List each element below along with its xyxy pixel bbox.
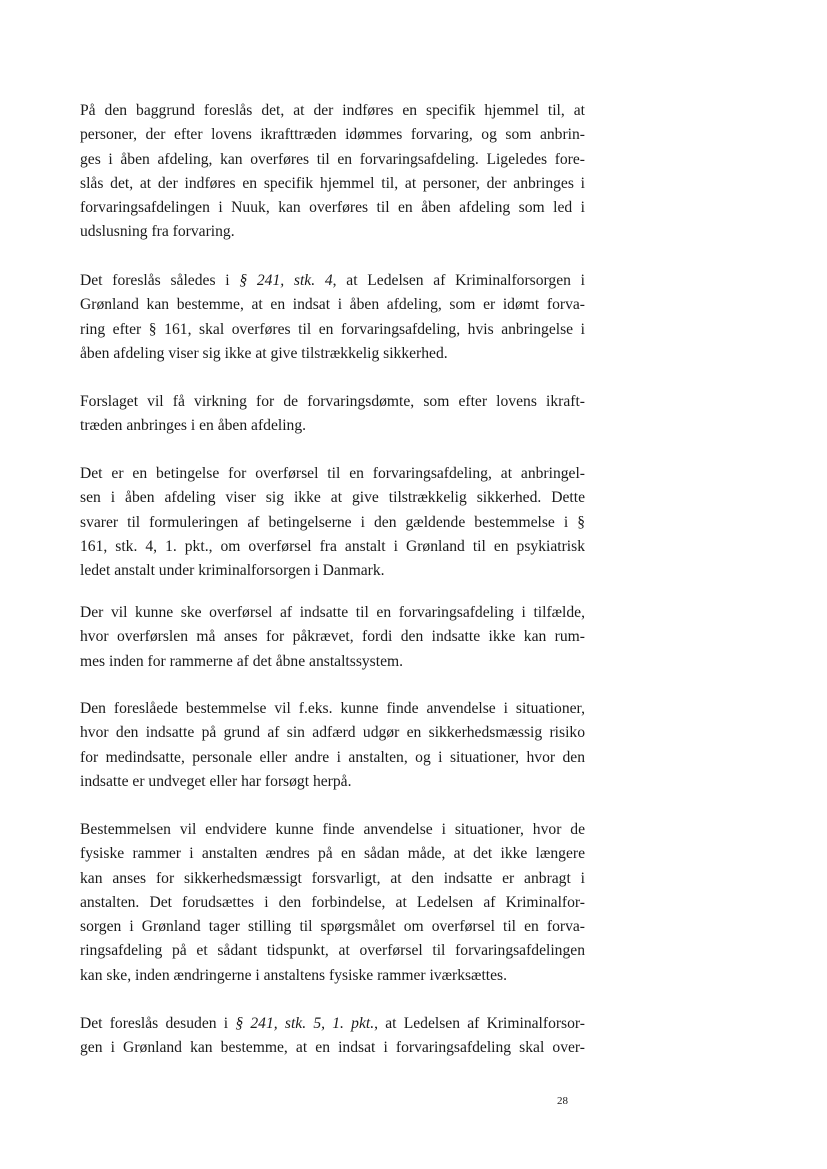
text-line: anstalten. Det forudsættes i den forbindelse, at Ledelsen af Kriminalfor-	[80, 893, 585, 911]
text-line: svarer til formuleringen af betingelserne i den gældende bestemmelse i §	[80, 513, 585, 531]
paragraph-4	[80, 462, 585, 583]
text-line: ledet anstalt under kriminalforsorgen i Danmark.	[80, 562, 385, 580]
paragraph-3	[80, 390, 585, 439]
paragraph-8	[80, 1012, 585, 1061]
legal-reference: § 241, stk. 5, 1. pkt.	[235, 1015, 375, 1032]
text-line: kan anses for sikkerhedsmæssigt forsvarligt, at den indsatte er anbragt i	[80, 869, 585, 887]
text-line: udslusning fra forvaring.	[80, 223, 235, 241]
text-span: , at Ledelsen af Kriminalforsorgen i	[332, 272, 585, 289]
text-line: åben afdeling viser sig ikke at give tilstrækkelig sikkerhed.	[80, 344, 448, 362]
paragraph-1	[80, 99, 585, 245]
text-line: forvaringsafdelingen i Nuuk, kan overføres til en åben afdeling som led i	[80, 199, 585, 217]
text-line: På den baggrund foreslås det, at der indføres en specifik hjemmel til, at	[80, 102, 585, 119]
text-line	[80, 1012, 585, 1036]
text-line	[80, 269, 585, 293]
text-line: ring efter § 161, skal overføres til en forvaringsafdeling, hvis anbringelse i	[80, 320, 585, 338]
text-line: fysiske rammer i anstalten ændres på en sådan måde, at det ikke længere	[80, 845, 585, 863]
text-line: Den foreslåede bestemmelse vil f.eks. kunne finde anvendelse i situationer,	[80, 700, 585, 717]
paragraph-6	[80, 697, 585, 794]
text-line: mes inden for rammerne af det åbne anstaltssystem.	[80, 652, 404, 670]
text-span: Det foreslås således i	[80, 272, 240, 289]
text-span: Det foreslås desuden i	[80, 1015, 236, 1032]
paragraph-7	[80, 818, 585, 988]
text-span: , at Ledelsen af Kriminalforsor-	[374, 1015, 585, 1032]
text-line: personer, der efter lovens ikrafttræden idømmes forvaring, og som anbrin-	[80, 126, 585, 144]
text-line: Grønland kan bestemme, at en indsat i åben afdeling, som er idømt forva-	[80, 296, 585, 314]
text-line: gen i Grønland kan bestemme, at en indsat i forvaringsafdeling skal over-	[80, 1039, 585, 1057]
text-line: sen i åben afdeling viser sig ikke at give tilstrækkelig sikkerhed. Dette	[80, 489, 585, 507]
text-line: træden anbringes i en åben afdeling.	[80, 417, 307, 435]
text-line: Der vil kunne ske overførsel af indsatte til en forvaringsafdeling i tilfælde,	[80, 604, 585, 621]
text-line: slås det, at der indføres en specifik hjemmel til, at personer, der anbringes i	[80, 174, 585, 192]
text-line: hvor den indsatte på grund af sin adfærd udgør en sikkerhedsmæssig risiko	[80, 724, 585, 742]
text-line: ges i åben afdeling, kan overføres til en forvaringsafdeling. Ligeledes fore-	[80, 150, 585, 168]
text-line: hvor overførslen må anses for påkrævet, fordi den indsatte ikke kan rum-	[80, 628, 585, 646]
text-line: Bestemmelsen vil endvidere kunne finde anvendelse i situationer, hvor de	[80, 821, 585, 838]
text-line: Det er en betingelse for overførsel til en forvaringsafdeling, at anbringel-	[80, 465, 585, 482]
legal-reference: § 241, stk. 4	[239, 272, 333, 289]
text-line: sorgen i Grønland tager stilling til spørgsmålet om overførsel til en forva-	[80, 918, 585, 936]
text-line: ringsafdeling på et sådant tidspunkt, at overførsel til forvaringsafdelingen	[80, 942, 585, 960]
text-line: for medindsatte, personale eller andre i anstalten, og i situationer, hvor den	[80, 748, 585, 766]
paragraph-5	[80, 601, 585, 674]
text-line: kan ske, inden ændringerne i anstaltens fysiske rammer iværksættes.	[80, 966, 508, 984]
text-line: Forslaget vil få virkning for de forvaringsdømte, som efter lovens ikraft-	[80, 393, 585, 410]
text-line: indsatte er undveget eller har forsøgt herpå.	[80, 772, 352, 790]
paragraph-2	[80, 269, 585, 366]
page-number: 28	[557, 1095, 568, 1107]
text-line: 161, stk. 4, 1. pkt., om overførsel fra anstalt i Grønland til en psykiatrisk	[80, 537, 585, 555]
